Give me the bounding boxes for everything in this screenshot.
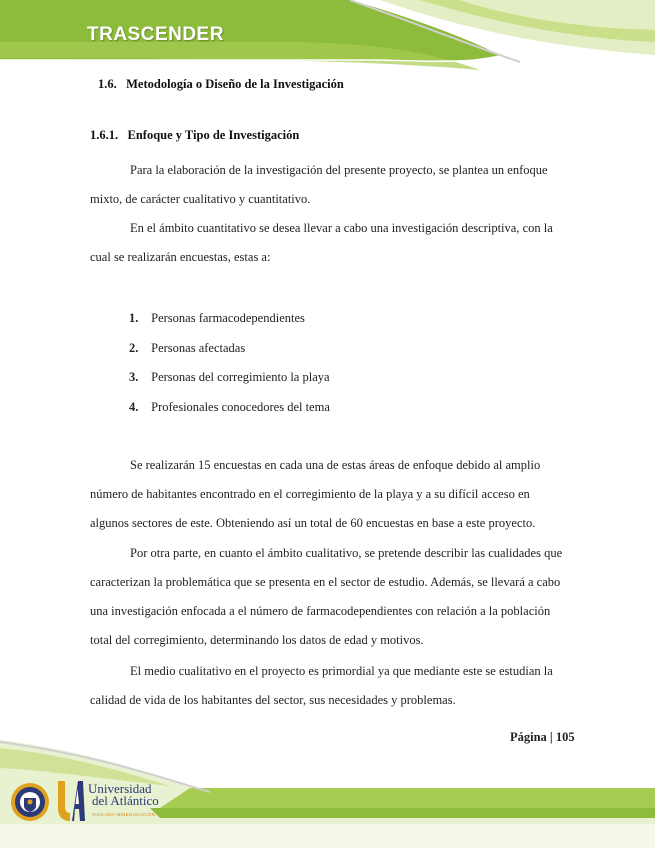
- paragraph-3: [90, 451, 580, 538]
- paragraph-line: caracterizan la problemática que se presenta en el sector de estudio. Además, se llevará a cabo: [90, 575, 561, 589]
- paragraph-line: una investigación enfocada a el número de farmacodependientes con relación a la población: [90, 604, 551, 618]
- paragraph-line: mixto, de carácter cualitativo y cuantitativo.: [90, 192, 311, 206]
- section-heading: [98, 77, 344, 92]
- paragraph-line: Por otra parte, en cuanto el ámbito cualitativo, se pretende describir las cualidades que: [130, 546, 563, 560]
- survey-target-list: [129, 304, 330, 422]
- paragraph-line: El medio cualitativo en el proyecto es primordial ya que mediante este se estudian la: [130, 664, 553, 678]
- section-title: Metodología o Diseño de la Investigación: [126, 77, 344, 91]
- ua-logo-icon: [56, 777, 86, 823]
- university-name: [88, 783, 159, 807]
- university-seal-icon: [10, 782, 50, 822]
- paragraph-line: número de habitantes encontrado en el corregimiento de la playa y a su difícil acceso en: [90, 487, 530, 501]
- paragraph-line: algunos sectores de este. Obteniendo así un total de 60 encuestas en base a este proyecto.: [90, 516, 536, 530]
- subsection-heading: [90, 128, 299, 143]
- paragraph-line: Para la elaboración de la investigación del presente proyecto, se plantea un enfoque: [130, 163, 548, 177]
- university-name-line2: del Atlántico: [92, 793, 159, 808]
- list-item: 2. Personas afectadas: [129, 340, 246, 355]
- paragraph-4: [90, 539, 580, 655]
- page-number: Página | 105: [510, 730, 575, 744]
- paragraph-line: cual se realizarán encuestas, estas a:: [90, 250, 271, 264]
- paragraph-5: [90, 657, 580, 715]
- paragraph-line: total del corregimiento, determinando los datos de edad y motivos.: [90, 633, 424, 647]
- subsection-number: 1.6.1.: [90, 128, 119, 142]
- paragraph-line: En el ámbito cuantitativo se desea llevar a cabo una investigación descriptiva, con la: [130, 221, 553, 235]
- subsection-title: Enfoque y Tipo de Investigación: [127, 128, 300, 142]
- paragraph-1: [90, 156, 580, 214]
- university-tagline: VIGILADA MINEDUCACIÓN: [92, 812, 156, 817]
- paragraph-line: calidad de vida de los habitantes del sector, sus necesidades y problemas.: [90, 693, 456, 707]
- paragraph-2: [90, 214, 580, 272]
- paragraph-line: Se realizarán 15 encuestas en cada una de estas áreas de enfoque debido al amplio: [130, 458, 541, 472]
- list-item: 3. Personas del corregimiento la playa: [129, 370, 330, 384]
- list-item: 4. Profesionales conocedores del tema: [129, 399, 330, 414]
- section-number: 1.6.: [98, 77, 117, 91]
- university-name-line1: Universidad: [88, 781, 152, 796]
- list-item: 1. Personas farmacodependientes: [129, 311, 305, 325]
- brand-title: TRASCENDER: [87, 24, 224, 45]
